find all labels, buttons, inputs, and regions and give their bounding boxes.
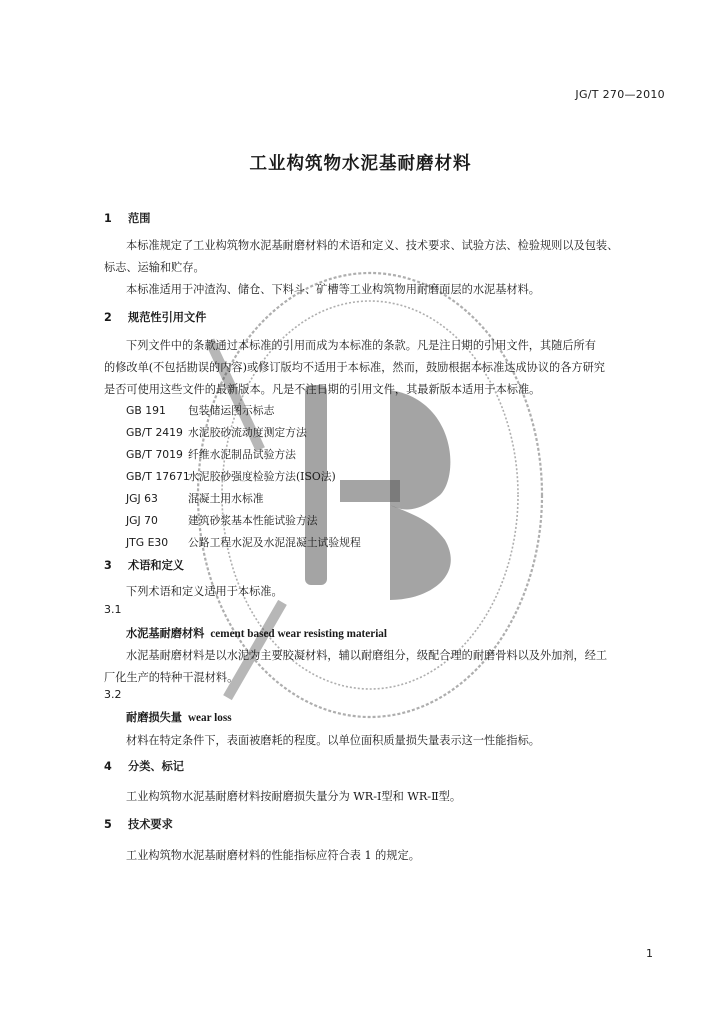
term-3-1-heading (126, 625, 387, 641)
section-1-number: 1 (104, 212, 112, 225)
term-3-2-number: 3.2 (104, 688, 122, 701)
section-1-paragraph-1-line-1: 本标准规定了工业构筑物水泥基耐磨材料的术语和定义、技术要求、试验方法、检验规则以及包装、 (126, 239, 619, 252)
section-4-heading (104, 758, 184, 774)
term-3-1-definition-line-1: 水泥基耐磨材料是以水泥为主要胶凝材料，辅以耐磨组分，级配合理的耐磨骨料以及外加剂，经工 (126, 649, 608, 662)
section-2-paragraph-line-2: 的修改单(不包括勘误的内容)或修订版均不适用于本标准，然而，鼓励根据本标准达成协议的各方研究 (104, 361, 605, 374)
section-1-heading (104, 210, 150, 226)
document-code: JG/T 270—2010 (575, 88, 665, 101)
section-3-heading (104, 557, 184, 573)
reference-item: JGJ 63 混凝土用水标准 (126, 492, 264, 505)
section-2-title: 规范性引用文件 (128, 311, 207, 324)
term-3-1-english: cement based wear resisting material (210, 628, 388, 640)
section-1-title: 范围 (128, 212, 151, 225)
reference-item: GB 191 包装储运图示标志 (126, 404, 275, 417)
section-1-paragraph-1-line-2: 标志、运输和贮存。 (104, 261, 205, 274)
section-5-paragraph: 工业构筑物水泥基耐磨材料的性能指标应符合表 1 的规定。 (126, 849, 420, 862)
section-2-heading (104, 309, 206, 325)
term-3-1-number: 3.1 (104, 603, 122, 616)
term-3-1-definition-line-2: 厂化生产的特种干混材料。 (104, 671, 239, 684)
reference-item: GB/T 7019 纤维水泥制品试验方法 (126, 448, 296, 461)
section-4-number: 4 (104, 760, 112, 773)
reference-item: JTG E30 公路工程水泥及水泥混凝土试验规程 (126, 536, 361, 549)
section-2-paragraph-line-3: 是否可使用这些文件的最新版本。凡是不注日期的引用文件，其最新版本适用于本标准。 (104, 383, 541, 396)
reference-item: GB/T 2419 水泥胶砂流动度测定方法 (126, 426, 307, 439)
section-4-paragraph: 工业构筑物水泥基耐磨材料按耐磨损失量分为 WR-Ⅰ型和 WR-Ⅱ型。 (126, 790, 462, 803)
term-3-2-english: wear loss (187, 712, 232, 724)
section-4-title: 分类、标记 (128, 760, 184, 773)
section-2-number: 2 (104, 311, 112, 324)
term-3-2-chinese: 耐磨损失量 (126, 711, 182, 724)
term-3-1-chinese: 水泥基耐磨材料 (126, 627, 205, 640)
document-title: 工业构筑物水泥基耐磨材料 (249, 154, 472, 174)
section-1-paragraph-2: 本标准适用于冲渣沟、储仓、下料斗、矿槽等工业构筑物用耐磨面层的水泥基材料。 (126, 283, 540, 296)
term-3-2-definition: 材料在特定条件下，表面被磨耗的程度。以单位面积质量损失量表示这一性能指标。 (126, 734, 540, 747)
section-3-number: 3 (104, 559, 112, 572)
section-5-heading (104, 816, 173, 832)
section-3-intro: 下列术语和定义适用于本标准。 (126, 585, 283, 598)
section-3-title: 术语和定义 (128, 559, 184, 572)
term-3-2-heading (126, 709, 232, 725)
section-2-paragraph-line-1: 下列文件中的条款通过本标准的引用而成为本标准的条款。凡是注日期的引用文件，其随后所有 (126, 339, 596, 352)
section-5-title: 技术要求 (128, 818, 173, 831)
page-number: 1 (646, 947, 653, 960)
section-5-number: 5 (104, 818, 112, 831)
reference-item: JGJ 70 建筑砂浆基本性能试验方法 (126, 514, 318, 527)
reference-item: GB/T 17671水泥胶砂强度检验方法(ISO法) (126, 470, 336, 483)
